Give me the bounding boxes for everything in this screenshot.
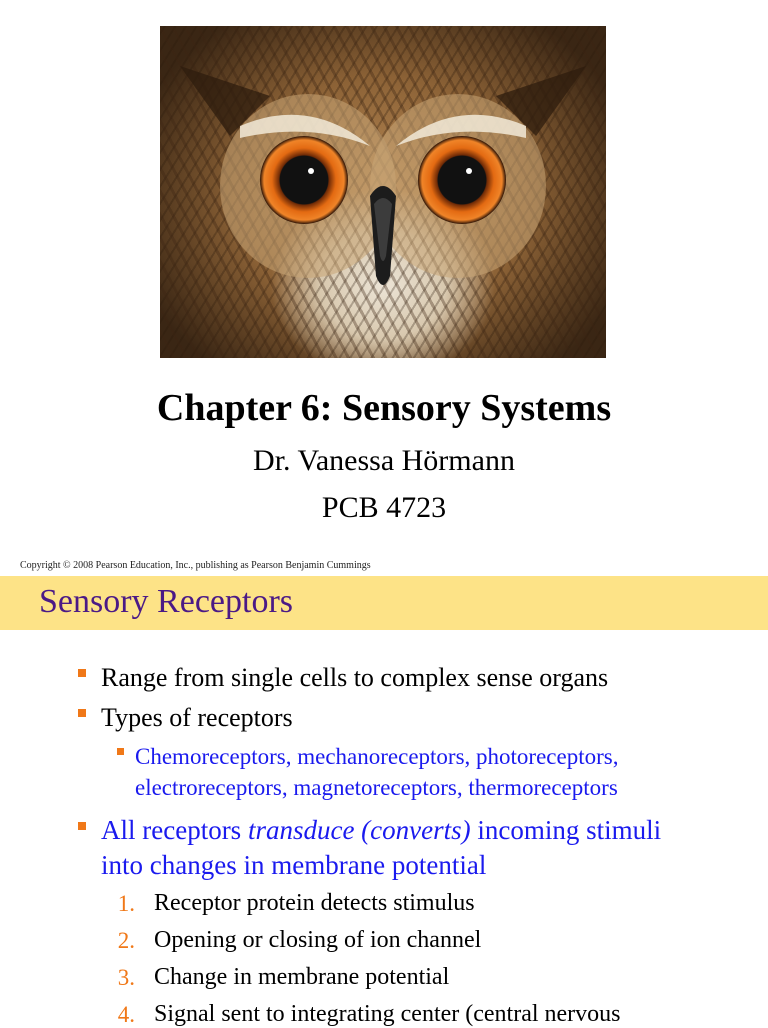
bullet-item: Range from single cells to complex sense organs bbox=[101, 663, 609, 692]
step-number: 1. bbox=[117, 891, 135, 916]
owl-photo bbox=[160, 26, 606, 358]
slide-title: Sensory Receptors bbox=[39, 583, 294, 620]
step-number: 3. bbox=[117, 965, 135, 990]
step-text: Receptor protein detects stimulus bbox=[154, 890, 475, 916]
sub-bullet-line: Chemoreceptors, mechanoreceptors, photoreceptors, bbox=[135, 744, 619, 769]
step-text: Signal sent to integrating center (central nervous bbox=[154, 1001, 621, 1027]
bullet-emphasis: transduce (converts) bbox=[247, 815, 471, 845]
bullet-marker bbox=[78, 822, 86, 830]
left-eye bbox=[260, 136, 348, 224]
sub-bullet-line: electroreceptors, magnetoreceptors, thermoreceptors bbox=[135, 775, 618, 800]
bullet-line bbox=[101, 813, 661, 848]
instructor-name: Dr. Vanessa Hörmann bbox=[253, 444, 515, 477]
copyright-notice: Copyright © 2008 Pearson Education, Inc., publishing as Pearson Benjamin Cummings bbox=[20, 560, 371, 571]
chapter-title: Chapter 6: Sensory Systems bbox=[156, 387, 612, 429]
bullet-item: Types of receptors bbox=[101, 703, 293, 732]
bullet-item bbox=[101, 813, 661, 883]
bullet-line: into changes in membrane potential bbox=[101, 850, 487, 880]
bullet-text: incoming stimuli bbox=[470, 815, 662, 845]
sub-bullet-marker bbox=[117, 748, 124, 755]
step-text: Opening or closing of ion channel bbox=[154, 927, 482, 953]
step-number: 4. bbox=[117, 1002, 135, 1027]
bullet-marker bbox=[78, 709, 86, 717]
right-eye bbox=[418, 136, 506, 224]
course-code: PCB 4723 bbox=[321, 491, 447, 524]
bullet-marker bbox=[78, 669, 86, 677]
step-text: Change in membrane potential bbox=[154, 964, 450, 990]
slide-header bbox=[0, 576, 768, 630]
bullet-text: All receptors bbox=[101, 815, 248, 845]
step-number: 2. bbox=[117, 928, 135, 953]
sub-bullet-item bbox=[135, 741, 618, 803]
